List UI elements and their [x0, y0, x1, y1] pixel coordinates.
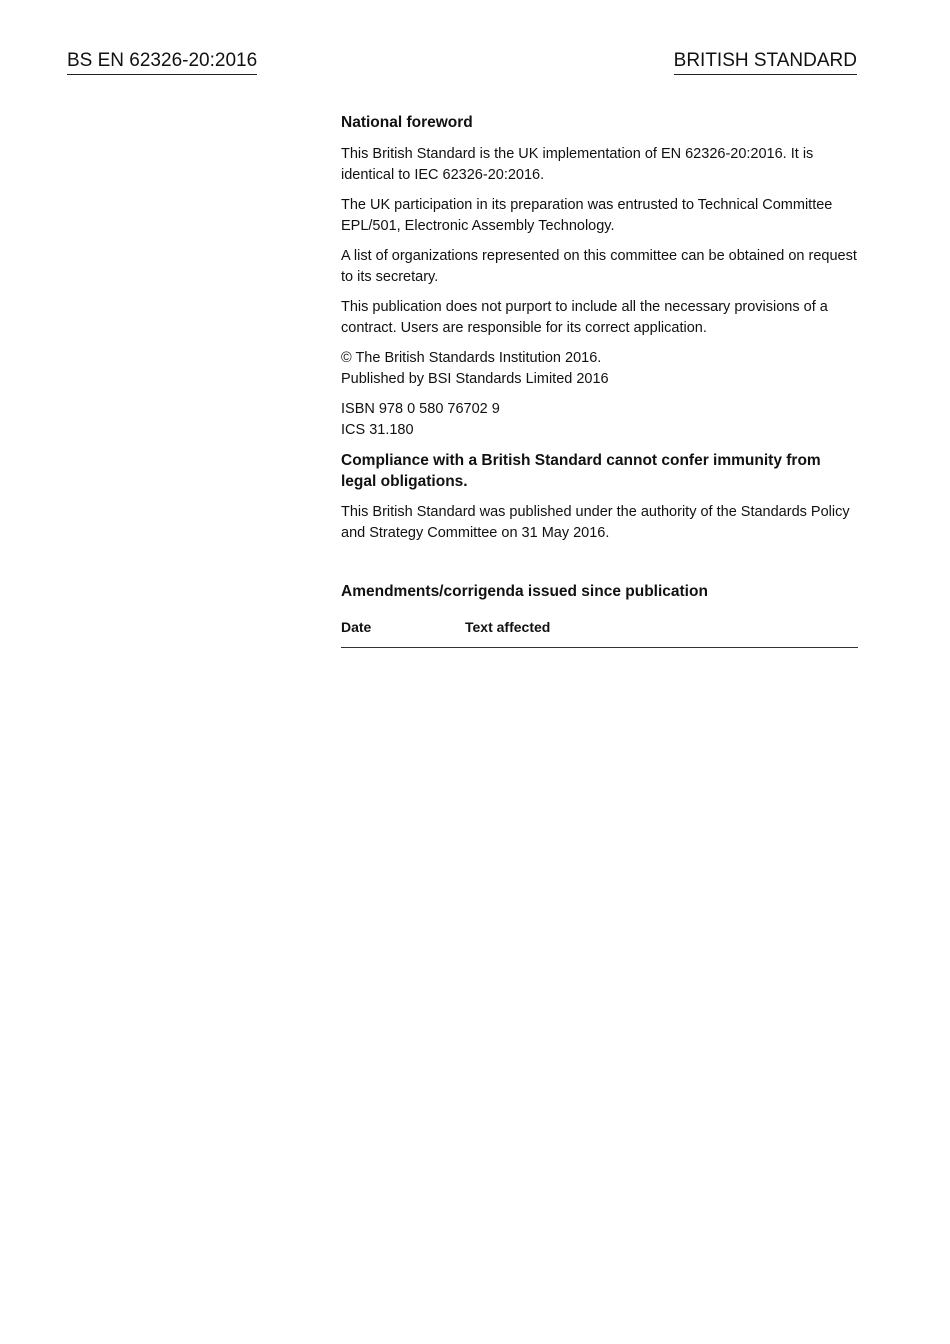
foreword-paragraph: This British Standard is the UK implementation of EN 62326-20:2016. It is identical to IEC 62326-20:2016.	[341, 146, 814, 183]
document-type: BRITISH STANDARD	[674, 48, 857, 75]
authority-statement: This British Standard was published under the authority of the Standards Policy and Strategy Committee on 31 May 2016.	[341, 504, 850, 541]
foreword-paragraph: The UK participation in its preparation was entrusted to Technical Committee EPL/501, Electronic Assembly Technology.	[341, 197, 833, 234]
amendments-title: Amendments/corrigenda issued since publication	[341, 583, 708, 600]
identifiers-block	[341, 399, 858, 440]
amendments-table-header	[341, 617, 858, 648]
copyright-line: © The British Standards Institution 2016.	[341, 350, 602, 366]
national-foreword-section	[341, 112, 858, 648]
document-id: BS EN 62326-20:2016	[67, 48, 257, 75]
column-header-date: Date	[341, 619, 372, 635]
ics-line: ICS 31.180	[341, 421, 414, 438]
compliance-statement: Compliance with a British Standard cannot confer immunity from legal obligations.	[341, 452, 821, 490]
foreword-title: National foreword	[341, 114, 473, 131]
copyright-block	[341, 348, 858, 389]
foreword-paragraph: This publication does not purport to include all the necessary provisions of a contract. Users are responsible for its correct application.	[341, 299, 828, 336]
foreword-paragraph: A list of organizations represented on this committee can be obtained on request to its secretary.	[341, 248, 857, 285]
isbn-line: ISBN 978 0 580 76702 9	[341, 401, 500, 417]
column-header-text-affected: Text affected	[465, 619, 551, 635]
publisher-line: Published by BSI Standards Limited 2016	[341, 370, 609, 387]
